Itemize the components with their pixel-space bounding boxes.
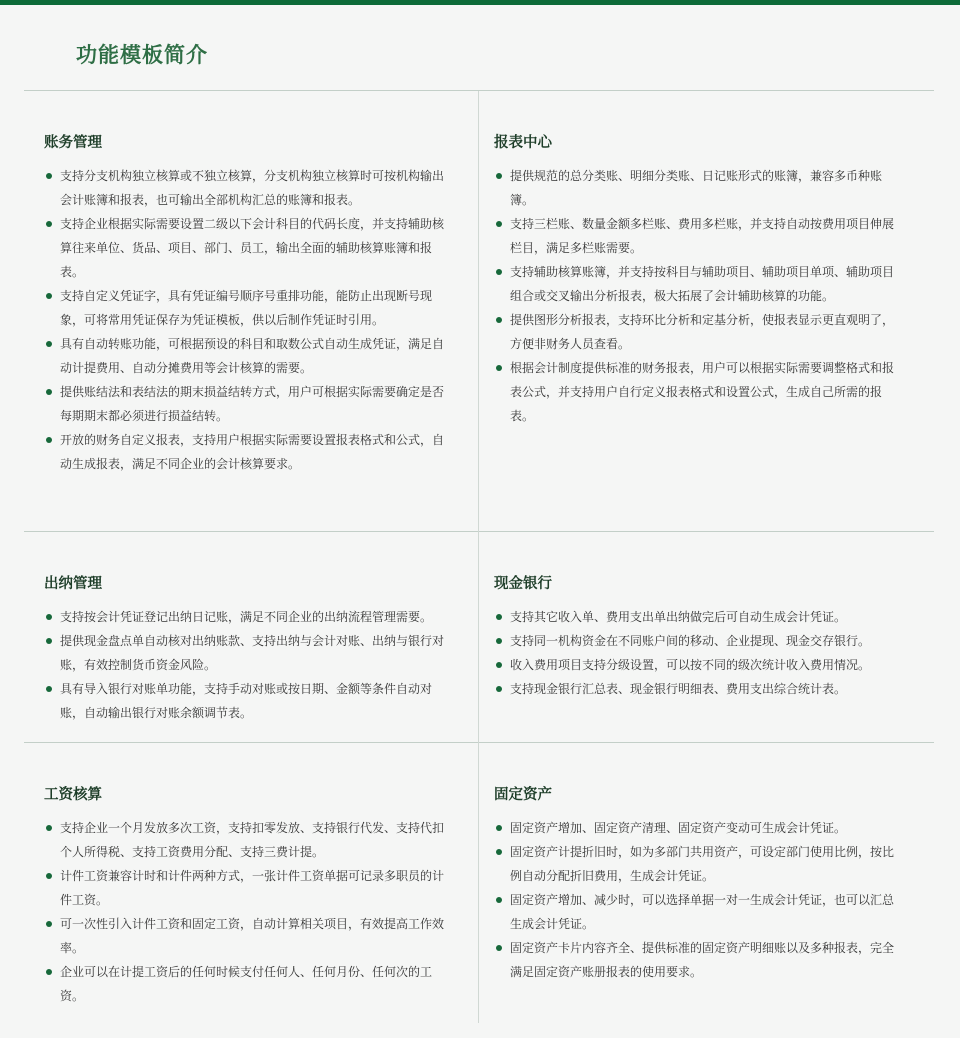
section-cashier <box>44 573 454 725</box>
feature-item: 可一次性引入计件工资和固定工资，自动计算相关项目，有效提高工作效率。 <box>44 912 454 960</box>
feature-item: 根据会计制度提供标准的财务报表，用户可以根据实际需要调整格式和报表公式，并支持用户自行定义报表格式和设置公式，生成自己所需的报表。 <box>494 356 904 428</box>
feature-item: 企业可以在计提工资后的任何时候支付任何人、任何月份、任何次的工资。 <box>44 960 454 1008</box>
feature-list <box>494 164 904 428</box>
section-accounting <box>44 132 454 476</box>
feature-item: 具有导入银行对账单功能，支持手动对账或按日期、金额等条件自动对账，自动输出银行对账余额调节表。 <box>44 677 454 725</box>
feature-list <box>44 605 454 725</box>
feature-item: 固定资产计提折旧时，如为多部门共用资产，可设定部门使用比例，按比例自动分配折旧费用，生成会计凭证。 <box>494 840 904 888</box>
feature-item: 提供图形分析报表，支持环比分析和定基分析，使报表显示更直观明了，方便非财务人员查看。 <box>494 308 904 356</box>
feature-item: 支持其它收入单、费用支出单出纳做完后可自动生成会计凭证。 <box>494 605 904 629</box>
section-title: 账务管理 <box>44 135 102 151</box>
title-divider <box>24 90 934 91</box>
section-cash-bank <box>494 573 904 701</box>
top-accent-bar <box>0 0 960 5</box>
feature-item: 固定资产卡片内容齐全、提供标准的固定资产明细账以及多种报表，完全满足固定资产账册报表的使用要求。 <box>494 936 904 984</box>
feature-item: 固定资产增加、固定资产清理、固定资产变动可生成会计凭证。 <box>494 816 904 840</box>
section-title: 现金银行 <box>494 576 552 592</box>
section-payroll <box>44 784 454 1008</box>
feature-item: 收入费用项目支持分级设置，可以按不同的级次统计收入费用情况。 <box>494 653 904 677</box>
feature-item: 支持同一机构资金在不同账户间的移动、企业提现、现金交存银行。 <box>494 629 904 653</box>
section-report-center <box>494 132 904 428</box>
feature-item: 提供账结法和表结法的期末损益结转方式，用户可根据实际需要确定是否每期期末都必须进行损益结转。 <box>44 380 454 428</box>
section-title: 报表中心 <box>494 135 552 151</box>
section-title: 工资核算 <box>44 787 102 803</box>
feature-item: 提供规范的总分类账、明细分类账、日记账形式的账簿，兼容多币种账簿。 <box>494 164 904 212</box>
feature-item: 支持现金银行汇总表、现金银行明细表、费用支出综合统计表。 <box>494 677 904 701</box>
section-title: 出纳管理 <box>44 576 102 592</box>
feature-item: 支持三栏账、数量金额多栏账、费用多栏账，并支持自动按费用项目伸展栏目，满足多栏账需要。 <box>494 212 904 260</box>
section-fixed-assets <box>494 784 904 984</box>
feature-list <box>44 164 454 476</box>
row-divider-2 <box>24 742 934 743</box>
row-divider-1 <box>24 531 934 532</box>
feature-item: 具有自动转账功能，可根据预设的科目和取数公式自动生成凭证，满足自动计提费用、自动分摊费用等会计核算的需要。 <box>44 332 454 380</box>
feature-item: 支持辅助核算账簿，并支持按科目与辅助项目、辅助项目单项、辅助项目组合或交叉输出分析报表，极大拓展了会计辅助核算的功能。 <box>494 260 904 308</box>
feature-item: 支持自定义凭证字，具有凭证编号顺序号重排功能，能防止出现断号现象，可将常用凭证保存为凭证模板，供以后制作凭证时引用。 <box>44 284 454 332</box>
column-divider <box>478 91 479 1023</box>
feature-item: 支持按会计凭证登记出纳日记账，满足不同企业的出纳流程管理需要。 <box>44 605 454 629</box>
feature-list <box>494 605 904 701</box>
feature-item: 提供现金盘点单自动核对出纳账款、支持出纳与会计对账、出纳与银行对账，有效控制货币资金风险。 <box>44 629 454 677</box>
page-title: 功能模板简介 <box>76 43 208 67</box>
feature-list <box>494 816 904 984</box>
feature-list <box>44 816 454 1008</box>
feature-item: 支持分支机构独立核算或不独立核算，分支机构独立核算时可按机构输出会计账簿和报表，也可输出全部机构汇总的账簿和报表。 <box>44 164 454 212</box>
feature-item: 固定资产增加、减少时，可以选择单据一对一生成会计凭证，也可以汇总生成会计凭证。 <box>494 888 904 936</box>
feature-item: 计件工资兼容计时和计件两种方式，一张计件工资单据可记录多职员的计件工资。 <box>44 864 454 912</box>
feature-item: 支持企业根据实际需要设置二级以下会计科目的代码长度，并支持辅助核算往来单位、货品、项目、部门、员工，输出全面的辅助核算账簿和报表。 <box>44 212 454 284</box>
feature-item: 支持企业一个月发放多次工资，支持扣零发放、支持银行代发、支持代扣个人所得税、支持工资费用分配、支持三费计提。 <box>44 816 454 864</box>
section-title: 固定资产 <box>494 787 552 803</box>
feature-item: 开放的财务自定义报表，支持用户根据实际需要设置报表格式和公式，自动生成报表，满足不同企业的会计核算要求。 <box>44 428 454 476</box>
